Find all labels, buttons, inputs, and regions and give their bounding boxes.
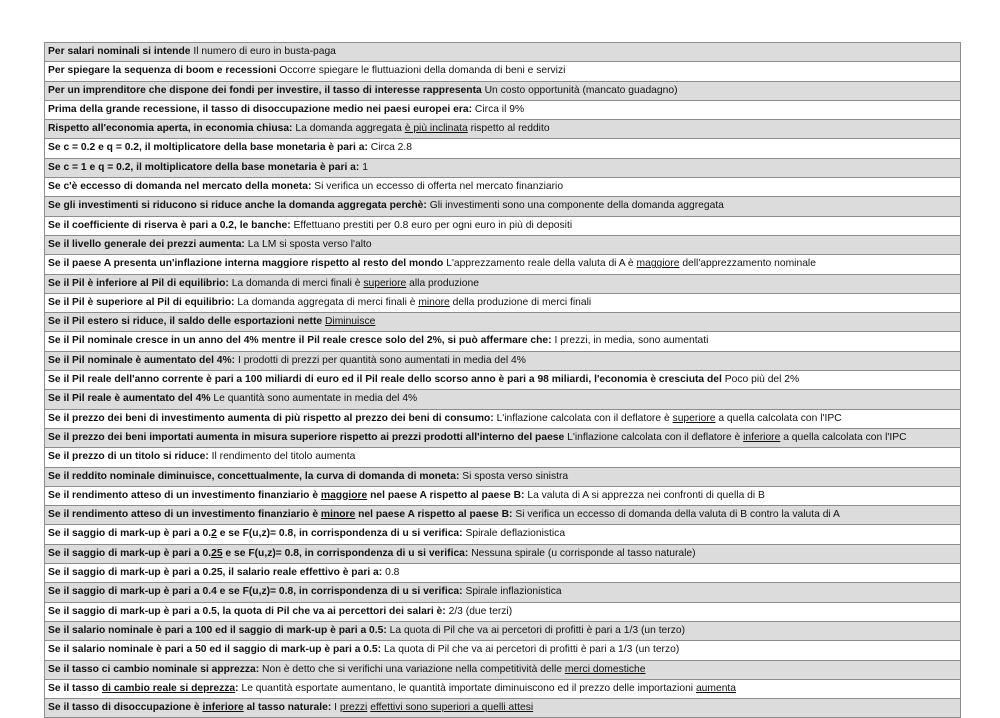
question-segment: nel paese A rispetto al paese B: [367, 489, 525, 501]
question-segment: Se il rendimento atteso di un investimento finanziario è [48, 509, 321, 521]
answer-segment: maggiore [636, 258, 680, 270]
table-row [45, 641, 961, 660]
answer-segment: I prodotti di prezzi per quantità sono aumentati in media del 4% [237, 354, 526, 366]
question-segment: al tasso naturale: [243, 702, 332, 714]
question-segment: inferiore [202, 702, 244, 714]
answer-segment: a quella calcolata con l'IPC [780, 431, 907, 443]
question-segment: Se il Pil estero si riduce, il saldo delle esportazioni nette [48, 316, 323, 328]
question-text [48, 142, 368, 153]
answer-segment: L'inflazione calcolata con il deflatore è [496, 412, 673, 424]
answer-segment: Diminuisce [324, 316, 376, 328]
table-row [45, 544, 961, 563]
answer-segment: Un costo opportunità (mancato guadagno) [484, 84, 678, 96]
qa-cell [45, 583, 961, 602]
answer-segment: Le quantità esportate aumentano, le quantità importate diminuiscono ed il prezzo delle importazioni [241, 682, 696, 694]
question-segment: e se F(u,z)= 0.8, in corrispondenza di u si verifica: [222, 547, 469, 559]
answer-segment: a quella calcolata con l'IPC [715, 412, 842, 424]
table-row [45, 602, 961, 621]
question-segment: Rispetto all'economia aperta, in economia chiusa: [48, 123, 293, 135]
answer-segment: Circa il 9% [474, 103, 525, 115]
question-segment: Se il coefficiente di riserva è pari a 0.2, le banche: [48, 219, 291, 231]
answer-text [465, 586, 561, 597]
question-text [48, 123, 293, 134]
table-row [45, 120, 961, 139]
answer-text [193, 46, 336, 57]
question-segment: Se il tasso di disoccupazione è [48, 702, 203, 714]
qa-cell [45, 255, 961, 274]
table-row [45, 660, 961, 679]
answer-text [567, 432, 906, 443]
table-row [45, 525, 961, 544]
answer-segment: Nessuna spirale (u corrisponde al tasso naturale) [471, 547, 696, 559]
answer-text [515, 509, 840, 520]
question-segment: Se il Pil è inferiore al Pil di equilibrio: [48, 277, 229, 289]
qa-cell [45, 679, 961, 698]
table-row [45, 351, 961, 370]
question-segment: Se il livello generale dei prezzi aumenta: [48, 238, 245, 250]
answer-text [334, 702, 533, 713]
qa-cell [45, 293, 961, 312]
answer-text [238, 355, 526, 366]
qa-table-body [45, 43, 961, 718]
answer-text [446, 258, 816, 269]
table-row [45, 564, 961, 583]
answer-text [465, 528, 565, 539]
question-text [48, 104, 472, 115]
table-row [45, 139, 961, 158]
question-segment: Se il Pil nominale cresce in un anno del 4% mentre il Pil reale cresce solo del 2%, si può affermare che: [48, 335, 552, 347]
answer-text [725, 374, 799, 385]
table-row [45, 699, 961, 718]
table-row [45, 390, 961, 409]
question-text [48, 644, 381, 655]
question-text [48, 65, 276, 76]
question-text [48, 625, 387, 636]
answer-text [497, 413, 842, 424]
answer-text [294, 220, 573, 231]
answer-segment: è più inclinata [404, 123, 468, 135]
answer-segment: effettivi sono superiori a quelli attesi [370, 702, 534, 714]
qa-cell [45, 120, 961, 139]
answer-segment: Effettuano prestiti per 0.8 euro per ogni euro in più di depositi [293, 219, 573, 231]
question-segment: Se il saggio di mark-up è pari a 0.5, la quota di Pil che va ai percettori dei salari è: [48, 605, 446, 617]
table-row [45, 332, 961, 351]
answer-segment: La domanda aggregata di merci finali è [237, 296, 419, 308]
question-text [48, 586, 463, 597]
answer-segment: Non è detto che si verifichi una variazione nella competitività delle [262, 663, 565, 675]
question-text [48, 220, 291, 231]
answer-text [248, 239, 372, 250]
question-text [48, 509, 512, 520]
answer-segment: Spirale deflazionistica [465, 528, 566, 540]
question-segment: Se il rendimento atteso di un investimento finanziario è [48, 489, 321, 501]
question-text [48, 664, 259, 675]
question-segment: Se c = 0.2 e q = 0.2, il moltiplicatore della base monetaria è pari a: [48, 142, 368, 154]
table-row [45, 43, 961, 62]
qa-cell [45, 100, 961, 119]
qa-cell [45, 641, 961, 660]
answer-text [390, 625, 685, 636]
answer-segment: Si sposta verso sinistra [462, 470, 569, 482]
question-segment: e se F(u,z)= 0.8, in corrispondenza di u si verifica: [216, 528, 463, 540]
question-text [48, 528, 463, 539]
table-row [45, 81, 961, 100]
qa-cell [45, 467, 961, 486]
answer-text [314, 181, 563, 192]
answer-segment: 0.8 [385, 567, 400, 579]
answer-text [237, 297, 591, 308]
table-row [45, 448, 961, 467]
answer-segment: Gli investimenti sono una componente della domanda aggregata [429, 200, 724, 212]
question-segment: Se il paese A presenta un'inflazione interna maggiore rispetto al resto del mondo [48, 258, 444, 270]
question-text [48, 335, 552, 346]
answer-text [232, 278, 479, 289]
answer-text [462, 471, 568, 482]
question-text [48, 702, 331, 713]
answer-segment: Le quantità sono aumentate in media del 4% [213, 393, 418, 405]
question-text [48, 374, 722, 385]
answer-text [362, 162, 368, 173]
answer-segment: aumenta [695, 682, 737, 694]
question-text [48, 85, 482, 96]
answer-text [371, 142, 412, 153]
question-segment: maggiore [320, 489, 368, 501]
table-row [45, 274, 961, 293]
table-row [45, 409, 961, 428]
answer-segment: superiore [363, 277, 407, 289]
question-text [48, 258, 443, 269]
answer-segment: Circa 2.8 [370, 142, 412, 154]
question-segment: nel paese A rispetto al paese B: [355, 509, 513, 521]
answer-segment: Spirale inflazionistica [465, 586, 562, 598]
table-row [45, 486, 961, 505]
answer-segment: 2/3 (due terzi) [448, 605, 513, 617]
answer-segment: La domanda aggregata [295, 123, 405, 135]
table-row [45, 100, 961, 119]
table-row [45, 313, 961, 332]
question-text [48, 606, 446, 617]
qa-cell [45, 332, 961, 351]
question-text [48, 393, 211, 404]
qa-cell [45, 81, 961, 100]
question-segment: di cambio reale si deprezza [101, 682, 236, 694]
answer-segment: alla produzione [406, 277, 479, 289]
qa-cell [45, 43, 961, 62]
answer-segment: inferiore [743, 431, 781, 443]
question-segment: : [235, 682, 239, 694]
question-segment: Per spiegare la sequenza di boom e recessioni [48, 65, 277, 77]
question-segment: Se il prezzo dei beni importati aumenta in misura superiore rispetto ai prezzi prodotti all'interno del paese [48, 431, 565, 443]
qa-cell [45, 390, 961, 409]
table-row [45, 428, 961, 447]
table-row [45, 216, 961, 235]
answer-segment: superiore [672, 412, 716, 424]
answer-text [384, 644, 679, 655]
answer-segment: Poco più del 2% [724, 374, 800, 386]
qa-cell [45, 525, 961, 544]
qa-cell [45, 351, 961, 370]
question-segment: Se gli investimenti si riducono si riduce anche la domanda aggregata perchè: [48, 200, 427, 212]
question-text [48, 239, 245, 250]
qa-cell [45, 274, 961, 293]
answer-segment: dell'apprezzamento nominale [679, 258, 816, 270]
answer-text [212, 451, 356, 462]
question-segment: Se il saggio di mark-up è pari a 0.25, il salario reale effettivo è pari a: [48, 567, 383, 579]
qa-cell [45, 371, 961, 390]
answer-text [213, 393, 417, 404]
answer-segment: La LM si sposta verso l'alto [247, 238, 372, 250]
question-segment: Se c = 1 e q = 0.2, il moltiplicatore della base monetaria è pari a: [48, 161, 360, 173]
qa-table [44, 42, 961, 718]
answer-text [430, 200, 724, 211]
table-row [45, 293, 961, 312]
answer-segment: La quota di Pil che va ai percetori di profitti è pari a 1/3 (un terzo) [389, 624, 686, 636]
question-segment: Se il Pil reale dell'anno corrente è pari a 100 miliardi di euro ed il Pil reale dello scorso anno è pari a 98 miliardi, l'economia è cresciuta del [48, 374, 722, 386]
answer-segment: La quota di Pil che va ai percetori di profitti è pari a 1/3 (un terzo) [383, 644, 680, 656]
answer-segment: prezzi [339, 702, 368, 714]
answer-segment: Il rendimento del titolo aumenta [211, 451, 356, 463]
question-text [48, 162, 359, 173]
answer-text [385, 567, 399, 578]
answer-text [527, 490, 765, 501]
table-row [45, 255, 961, 274]
question-segment: Se il tasso [48, 682, 102, 694]
answer-text [449, 606, 513, 617]
qa-cell [45, 139, 961, 158]
answer-segment: La valuta di A si apprezza nei confronti di quella di B [527, 489, 765, 501]
answer-text [485, 85, 678, 96]
answer-segment: L'inflazione calcolata con il deflatore è [567, 431, 744, 443]
answer-text [554, 335, 708, 346]
answer-segment: I prezzi, in media, sono aumentati [554, 335, 709, 347]
table-row [45, 467, 961, 486]
question-text [48, 316, 322, 327]
qa-cell [45, 564, 961, 583]
question-text [48, 200, 427, 211]
question-text [48, 181, 311, 192]
qa-cell [45, 62, 961, 81]
question-segment: Se il salario nominale è pari a 100 ed il saggio di mark-up è pari a 0.5: [48, 624, 387, 636]
answer-text [475, 104, 524, 115]
table-row [45, 371, 961, 390]
answer-text [325, 316, 375, 327]
answer-text [241, 683, 736, 694]
question-text [48, 432, 564, 443]
question-segment: Per un imprenditore che dispone dei fondi per investire, il tasso di interesse rappresenta [48, 84, 482, 96]
question-segment: Se il saggio di mark-up è pari a 0. [48, 528, 212, 540]
qa-cell [45, 428, 961, 447]
answer-segment: Si verifica un eccesso di offerta nel mercato finanziario [314, 181, 564, 193]
qa-cell [45, 409, 961, 428]
qa-cell [45, 178, 961, 197]
answer-segment: Occorre spiegare le fluttuazioni della domanda di beni e servizi [279, 65, 566, 77]
table-row [45, 158, 961, 177]
qa-cell [45, 235, 961, 254]
question-segment: Se il reddito nominale diminuisce, concettualmente, la curva di domanda di moneta: [48, 470, 460, 482]
question-segment: Se il Pil reale è aumentato del 4% [48, 393, 211, 405]
table-row [45, 197, 961, 216]
question-text [48, 567, 382, 578]
question-segment: minore [320, 509, 356, 521]
qa-cell [45, 448, 961, 467]
table-row [45, 235, 961, 254]
qa-cell [45, 621, 961, 640]
question-segment: Se il tasso ci cambio nominale si apprezza: [48, 663, 260, 675]
table-row [45, 178, 961, 197]
table-row [45, 62, 961, 81]
question-segment: Se il saggio di mark-up è pari a 0.4 e se F(u,z)= 0.8, in corrispondenza di u si verifica: [48, 586, 463, 598]
question-text [48, 451, 209, 462]
qa-cell [45, 699, 961, 718]
qa-cell [45, 158, 961, 177]
qa-cell [45, 660, 961, 679]
table-row [45, 621, 961, 640]
answer-segment: La domanda di merci finali è [231, 277, 364, 289]
question-segment: Prima della grande recessione, il tasso di disoccupazione medio nei paesi europei era: [48, 103, 473, 115]
qa-cell [45, 602, 961, 621]
answer-text [262, 664, 645, 675]
question-text [48, 46, 191, 57]
qa-cell [45, 313, 961, 332]
question-text [48, 490, 524, 501]
qa-cell [45, 216, 961, 235]
answer-segment: L'apprezzamento reale della valuta di A è [446, 258, 637, 270]
answer-segment: Il numero di euro in busta-paga [193, 46, 336, 57]
answer-text [295, 123, 549, 134]
question-segment: Se il Pil nominale è aumentato del 4%: [48, 354, 236, 366]
question-text [48, 683, 239, 694]
answer-text [279, 65, 565, 76]
answer-segment: 1 [362, 161, 368, 173]
question-segment: Se il salario nominale è pari a 50 ed il saggio di mark-up è pari a 0.5: [48, 644, 382, 656]
table-row [45, 583, 961, 602]
question-segment: Se il prezzo di un titolo si riduce: [48, 451, 209, 463]
question-segment: 2 [211, 528, 217, 540]
question-text [48, 548, 468, 559]
question-text [48, 278, 229, 289]
question-segment: Se il Pil è superiore al Pil di equilibrio: [48, 296, 235, 308]
qa-cell [45, 544, 961, 563]
question-segment: 25 [211, 547, 223, 559]
qa-cell [45, 197, 961, 216]
qa-cell [45, 506, 961, 525]
answer-segment: Si verifica un eccesso di domanda della valuta di B contro la valuta di A [515, 509, 840, 521]
qa-cell [45, 486, 961, 505]
answer-segment: merci domestiche [564, 663, 646, 675]
answer-text [471, 548, 695, 559]
question-segment: Se c'è eccesso di domanda nel mercato della moneta: [48, 181, 312, 193]
question-text [48, 297, 235, 308]
answer-segment: rispetto al reddito [467, 123, 550, 135]
table-row [45, 679, 961, 698]
answer-segment: della produzione di merci finali [449, 296, 592, 308]
question-segment: Se il saggio di mark-up è pari a 0. [48, 547, 212, 559]
table-row [45, 506, 961, 525]
answer-segment: minore [418, 296, 450, 308]
question-text [48, 355, 235, 366]
question-segment: Per salari nominali si intende [48, 46, 191, 57]
question-segment: Se il prezzo dei beni di investimento aumenta di più rispetto al prezzo dei beni di consumo: [48, 412, 494, 424]
answer-segment: I [334, 702, 340, 714]
question-text [48, 413, 494, 424]
question-text [48, 471, 459, 482]
